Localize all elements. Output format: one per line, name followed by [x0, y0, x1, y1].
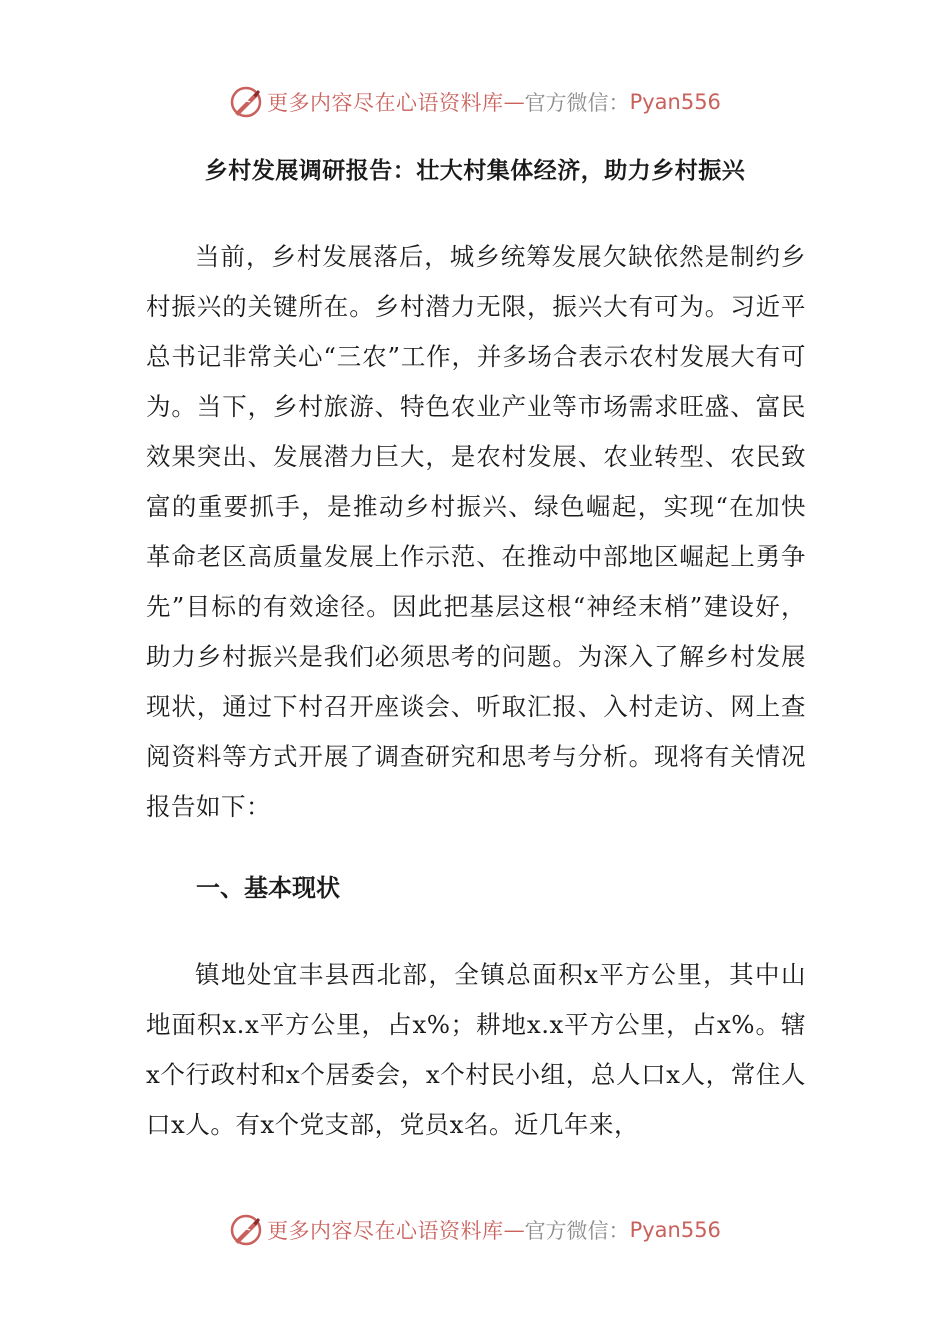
- banner-brand-text: 更多内容尽在心语资料库: [267, 91, 504, 115]
- banner-wechat-label: 官方微信：: [524, 91, 630, 115]
- banner-wechat-id: Pyan556: [629, 1218, 721, 1242]
- watermark-banner-bottom: [0, 1210, 950, 1250]
- document-title: 乡村发展调研报告：壮大村集体经济，助力乡村振兴: [204, 157, 746, 184]
- intro-paragraph: 当前，乡村发展落后，城乡统筹发展欠缺依然是制约乡村振兴的关键所在。乡村潜力无限，振兴大有可为。习近平总书记非常关心“三农”工作，并多场合表示农村发展大有可为。当下，乡村旅游、特色农业产业等市场需求旺盛、富民效果突出、发展潜力巨大，是农村发展、农业转型、农民致富的重要抓手，是推动乡村振兴、绿色崛起，实现“在加快革命老区高质量发展上作示范、在推动中部地区崛起上勇争先”目标的有效途径。因此把基层这根“神经末梢”建设好，助力乡村振兴是我们必须思考的问题。为深入了解乡村发展现状，通过下村召开座谈会、听取汇报、入村走访、网上查阅资料等方式开展了调查研究和思考与分析。现将有关情况报告如下：: [146, 242, 806, 821]
- banner-wechat-label: 官方微信：: [524, 1219, 630, 1243]
- pen-logo-icon: [229, 85, 263, 119]
- banner-wechat-id: Pyan556: [629, 90, 721, 114]
- banner-separator: —: [503, 1218, 525, 1242]
- pen-logo-icon: [229, 1213, 263, 1247]
- banner-brand-text: 更多内容尽在心语资料库: [267, 1219, 504, 1243]
- section-heading: 一、基本现状: [196, 873, 340, 902]
- banner-separator: —: [503, 90, 525, 114]
- section-paragraph: 镇地处宜丰县西北部，全镇总面积x平方公里，其中山地面积x.x平方公里，占x%；耕地x.x平方公里，占x%。辖x个行政村和x个居委会，x个村民小组，总人口x人，常住人口x人。有x个党支部，党员x名。近几年来，: [146, 960, 806, 1139]
- watermark-banner-top: [0, 82, 950, 122]
